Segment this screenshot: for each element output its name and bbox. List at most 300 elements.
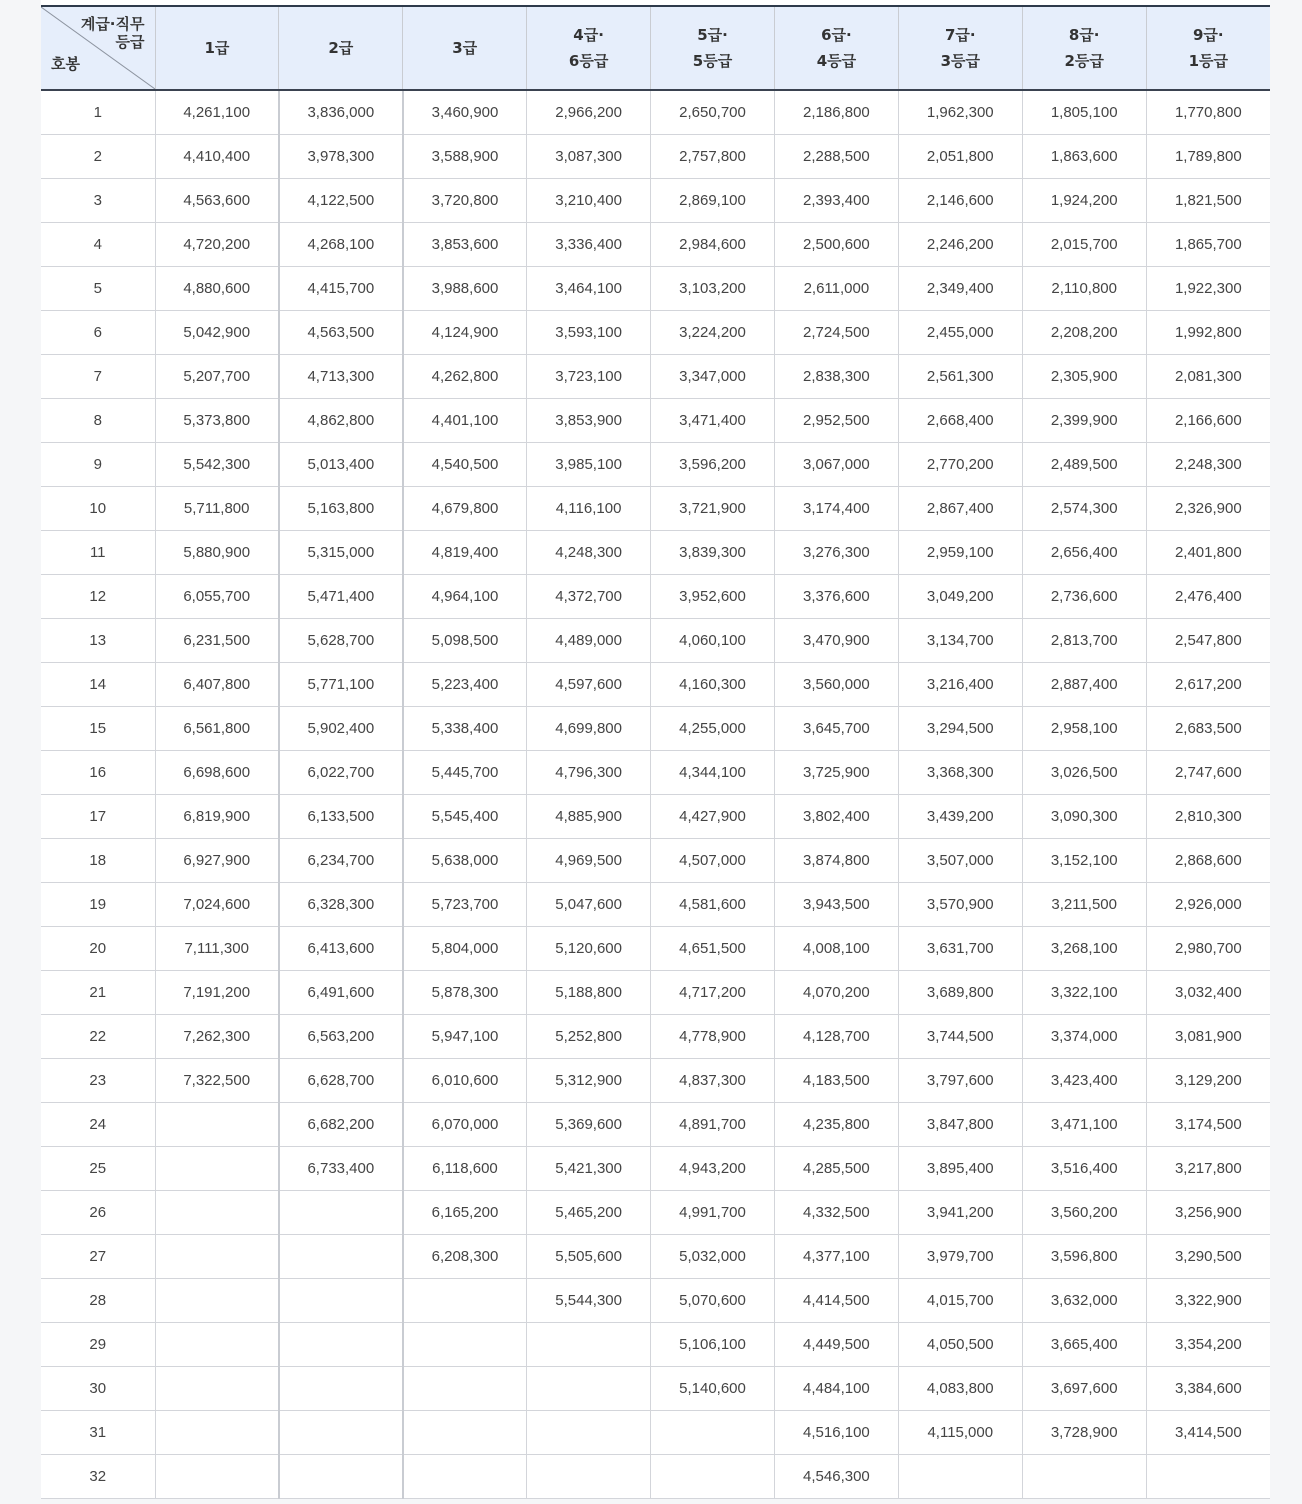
salary-cell: 6,118,600 [403,1147,527,1191]
salary-cell: 4,235,800 [774,1103,898,1147]
salary-cell: 2,186,800 [774,90,898,135]
salary-cell: 3,516,400 [1022,1147,1146,1191]
salary-cell: 3,631,700 [898,927,1022,971]
salary-cell: 3,174,400 [774,487,898,531]
salary-cell: 3,368,300 [898,751,1022,795]
table-row [41,1235,1270,1279]
step-cell: 13 [41,619,155,663]
table-row [41,927,1270,971]
salary-cell: 4,160,300 [651,663,775,707]
salary-cell: 4,008,100 [774,927,898,971]
salary-cell: 5,047,600 [527,883,651,927]
salary-cell: 2,051,800 [898,135,1022,179]
salary-cell: 4,885,900 [527,795,651,839]
salary-cell: 1,805,100 [1022,90,1146,135]
salary-cell: 4,410,400 [155,135,279,179]
salary-cell: 5,723,700 [403,883,527,927]
step-cell: 2 [41,135,155,179]
salary-cell: 2,952,500 [774,399,898,443]
salary-cell: 1,962,300 [898,90,1022,135]
table-row [41,839,1270,883]
salary-cell: 1,789,800 [1146,135,1270,179]
salary-cell: 3,067,000 [774,443,898,487]
salary-cell: 4,427,900 [651,795,775,839]
salary-cell: 5,315,000 [279,531,403,575]
salary-cell: 3,384,600 [1146,1367,1270,1411]
salary-cell: 6,407,800 [155,663,279,707]
salary-cell [1022,1455,1146,1499]
table-row [41,1455,1270,1499]
column-header-line1: 7급· [944,26,976,44]
salary-cell: 4,964,100 [403,575,527,619]
salary-cell: 2,399,900 [1022,399,1146,443]
salary-cell [155,1411,279,1455]
salary-cell [155,1191,279,1235]
salary-cell: 4,819,400 [403,531,527,575]
salary-cell: 4,377,100 [774,1235,898,1279]
salary-cell: 3,336,400 [527,223,651,267]
table-row [41,1147,1270,1191]
salary-cell: 1,770,800 [1146,90,1270,135]
salary-cell: 6,328,300 [279,883,403,927]
salary-cell: 4,713,300 [279,355,403,399]
salary-cell: 2,868,600 [1146,839,1270,883]
salary-cell: 3,290,500 [1146,1235,1270,1279]
salary-cell: 5,120,600 [527,927,651,971]
column-header-9 [1146,7,1270,90]
salary-cell: 2,574,300 [1022,487,1146,531]
salary-cell: 3,210,400 [527,179,651,223]
salary-cell [279,1279,403,1323]
corner-grade-line2: 등급 [115,33,145,51]
table-row [41,355,1270,399]
salary-cell: 5,804,000 [403,927,527,971]
salary-cell: 4,516,100 [774,1411,898,1455]
salary-cell: 2,208,200 [1022,311,1146,355]
salary-cell: 2,455,000 [898,311,1022,355]
salary-cell: 4,285,500 [774,1147,898,1191]
step-cell: 19 [41,883,155,927]
salary-cell: 5,223,400 [403,663,527,707]
step-cell: 28 [41,1279,155,1323]
table-row [41,267,1270,311]
salary-cell: 3,374,000 [1022,1015,1146,1059]
salary-cell: 3,174,500 [1146,1103,1270,1147]
step-cell: 20 [41,927,155,971]
salary-cell: 5,032,000 [651,1235,775,1279]
salary-cell: 2,166,600 [1146,399,1270,443]
salary-cell: 6,010,600 [403,1059,527,1103]
salary-cell: 3,645,700 [774,707,898,751]
salary-cell [155,1103,279,1147]
salary-cell [155,1323,279,1367]
salary-cell: 2,958,100 [1022,707,1146,751]
salary-cell: 3,423,400 [1022,1059,1146,1103]
salary-cell: 6,208,300 [403,1235,527,1279]
salary-cell: 6,698,600 [155,751,279,795]
salary-cell: 6,133,500 [279,795,403,839]
salary-cell: 2,081,300 [1146,355,1270,399]
column-header-2 [279,7,403,90]
salary-cell: 2,248,300 [1146,443,1270,487]
salary-cell: 2,770,200 [898,443,1022,487]
salary-cell: 3,470,900 [774,619,898,663]
salary-cell: 2,757,800 [651,135,775,179]
salary-cell [403,1411,527,1455]
salary-cell: 3,134,700 [898,619,1022,663]
corner-step-label: 호봉 [51,55,80,73]
step-cell: 15 [41,707,155,751]
salary-cell: 3,570,900 [898,883,1022,927]
salary-cell: 6,070,000 [403,1103,527,1147]
column-header-line2: 3등급 [940,52,980,70]
salary-cell: 4,991,700 [651,1191,775,1235]
salary-cell: 4,261,100 [155,90,279,135]
salary-cell: 5,369,600 [527,1103,651,1147]
salary-cell: 6,733,400 [279,1147,403,1191]
table-row [41,90,1270,135]
salary-cell: 5,771,100 [279,663,403,707]
salary-cell: 4,116,100 [527,487,651,531]
salary-cell: 3,276,300 [774,531,898,575]
salary-cell: 5,373,800 [155,399,279,443]
salary-cell: 6,165,200 [403,1191,527,1235]
salary-cell: 5,338,400 [403,707,527,751]
salary-cell [403,1367,527,1411]
salary-cell: 4,796,300 [527,751,651,795]
step-cell: 9 [41,443,155,487]
salary-cell: 4,546,300 [774,1455,898,1499]
salary-cell: 5,638,000 [403,839,527,883]
salary-cell: 3,216,400 [898,663,1022,707]
salary-cell: 6,819,900 [155,795,279,839]
salary-cell: 4,122,500 [279,179,403,223]
salary-cell: 3,988,600 [403,267,527,311]
salary-cell: 4,115,000 [898,1411,1022,1455]
salary-cell: 2,838,300 [774,355,898,399]
salary-cell: 2,288,500 [774,135,898,179]
salary-cell: 2,326,900 [1146,487,1270,531]
salary-cell: 5,902,400 [279,707,403,751]
salary-cell: 3,797,600 [898,1059,1022,1103]
salary-cell: 4,837,300 [651,1059,775,1103]
salary-cell: 3,978,300 [279,135,403,179]
salary-cell: 2,813,700 [1022,619,1146,663]
salary-cell: 3,032,400 [1146,971,1270,1015]
salary-cell: 3,256,900 [1146,1191,1270,1235]
salary-cell [403,1455,527,1499]
table-top-border [41,0,1270,7]
salary-cell: 4,183,500 [774,1059,898,1103]
header-row [41,7,1270,90]
salary-cell: 4,679,800 [403,487,527,531]
salary-cell: 2,476,400 [1146,575,1270,619]
salary-cell: 2,926,000 [1146,883,1270,927]
table-row [41,883,1270,927]
salary-cell [279,1367,403,1411]
step-cell: 29 [41,1323,155,1367]
salary-cell: 3,507,000 [898,839,1022,883]
salary-cell: 4,255,000 [651,707,775,751]
table-row [41,1059,1270,1103]
salary-cell: 2,246,200 [898,223,1022,267]
salary-cell: 4,717,200 [651,971,775,1015]
salary-cell: 3,103,200 [651,267,775,311]
salary-cell: 2,500,600 [774,223,898,267]
salary-cell: 3,460,900 [403,90,527,135]
salary-cell: 2,959,100 [898,531,1022,575]
salary-cell [651,1455,775,1499]
salary-cell [1146,1455,1270,1499]
salary-cell: 3,802,400 [774,795,898,839]
salary-cell: 4,699,800 [527,707,651,751]
table-row [41,1323,1270,1367]
salary-cell: 2,561,300 [898,355,1022,399]
salary-cell: 5,711,800 [155,487,279,531]
salary-cell: 3,376,600 [774,575,898,619]
salary-cell: 2,305,900 [1022,355,1146,399]
salary-cell: 3,294,500 [898,707,1022,751]
salary-cell: 4,778,900 [651,1015,775,1059]
step-cell: 31 [41,1411,155,1455]
corner-grade-line1: 계급·직무 [80,15,145,33]
salary-cell: 3,268,100 [1022,927,1146,971]
salary-cell: 3,895,400 [898,1147,1022,1191]
salary-cell: 5,505,600 [527,1235,651,1279]
salary-cell: 5,947,100 [403,1015,527,1059]
salary-cell: 5,013,400 [279,443,403,487]
step-cell: 8 [41,399,155,443]
step-cell: 16 [41,751,155,795]
salary-cell: 3,439,200 [898,795,1022,839]
salary-cell: 6,055,700 [155,575,279,619]
salary-cell: 3,347,000 [651,355,775,399]
salary-cell: 3,725,900 [774,751,898,795]
salary-cell: 5,545,400 [403,795,527,839]
column-header-line2: 2등급 [1064,52,1104,70]
salary-cell: 3,839,300 [651,531,775,575]
salary-cell: 4,489,000 [527,619,651,663]
salary-cell: 7,111,300 [155,927,279,971]
salary-cell: 5,880,900 [155,531,279,575]
salary-cell: 6,561,800 [155,707,279,751]
table-row [41,1367,1270,1411]
salary-cell: 3,471,100 [1022,1103,1146,1147]
column-header-line1: 8급· [1068,26,1100,44]
salary-cell [155,1235,279,1279]
table-row [41,1279,1270,1323]
salary-cell: 4,597,600 [527,663,651,707]
salary-cell: 2,980,700 [1146,927,1270,971]
salary-cell: 2,869,100 [651,179,775,223]
salary-cell [279,1411,403,1455]
table-row [41,443,1270,487]
salary-cell: 2,617,200 [1146,663,1270,707]
salary-cell: 5,140,600 [651,1367,775,1411]
step-cell: 27 [41,1235,155,1279]
salary-cell: 5,544,300 [527,1279,651,1323]
salary-cell: 2,349,400 [898,267,1022,311]
salary-cell: 3,853,900 [527,399,651,443]
salary-cell: 1,863,600 [1022,135,1146,179]
salary-cell: 3,414,500 [1146,1411,1270,1455]
salary-cell: 7,024,600 [155,883,279,927]
salary-cell: 4,262,800 [403,355,527,399]
salary-cell [527,1411,651,1455]
pay-table-container [41,0,1270,1499]
column-header-8 [1022,7,1146,90]
column-header-line1: 2급 [328,39,354,57]
salary-cell: 3,217,800 [1146,1147,1270,1191]
salary-cell: 4,651,500 [651,927,775,971]
salary-cell [279,1323,403,1367]
salary-cell: 1,922,300 [1146,267,1270,311]
salary-cell: 3,211,500 [1022,883,1146,927]
table-row [41,751,1270,795]
step-cell: 32 [41,1455,155,1499]
step-cell: 1 [41,90,155,135]
column-header-line1: 1급 [204,39,230,57]
salary-cell: 5,188,800 [527,971,651,1015]
column-header-line2: 4등급 [816,52,857,70]
salary-cell: 3,596,200 [651,443,775,487]
salary-cell: 4,507,000 [651,839,775,883]
column-header-7 [898,7,1022,90]
salary-cell: 3,847,800 [898,1103,1022,1147]
step-cell: 5 [41,267,155,311]
table-row [41,223,1270,267]
salary-cell: 3,697,600 [1022,1367,1146,1411]
salary-cell: 3,464,100 [527,267,651,311]
salary-cell: 3,665,400 [1022,1323,1146,1367]
salary-cell: 6,628,700 [279,1059,403,1103]
table-header [41,7,1270,90]
salary-cell: 4,060,100 [651,619,775,663]
salary-cell: 4,344,100 [651,751,775,795]
corner-grade-label [81,15,145,51]
column-header-line1: 6급· [821,26,852,44]
salary-cell: 3,728,900 [1022,1411,1146,1455]
salary-cell: 3,943,500 [774,883,898,927]
column-header-line2: 6등급 [568,52,609,70]
salary-cell: 3,049,200 [898,575,1022,619]
column-header-line2: 5등급 [692,52,733,70]
column-header-4 [527,7,651,90]
table-row [41,1191,1270,1235]
step-cell: 24 [41,1103,155,1147]
salary-cell: 2,867,400 [898,487,1022,531]
salary-cell: 3,632,000 [1022,1279,1146,1323]
salary-cell [279,1235,403,1279]
table-row [41,179,1270,223]
table-row [41,795,1270,839]
salary-cell: 5,252,800 [527,1015,651,1059]
salary-cell: 5,098,500 [403,619,527,663]
salary-cell: 3,081,900 [1146,1015,1270,1059]
table-row [41,971,1270,1015]
salary-cell: 3,720,800 [403,179,527,223]
salary-cell: 5,106,100 [651,1323,775,1367]
salary-cell: 1,924,200 [1022,179,1146,223]
salary-cell: 4,563,500 [279,311,403,355]
salary-cell: 4,540,500 [403,443,527,487]
salary-cell: 4,414,500 [774,1279,898,1323]
salary-cell: 3,593,100 [527,311,651,355]
salary-cell: 6,231,500 [155,619,279,663]
salary-cell: 3,322,100 [1022,971,1146,1015]
salary-cell: 2,393,400 [774,179,898,223]
salary-cell: 4,070,200 [774,971,898,1015]
salary-cell: 2,656,400 [1022,531,1146,575]
salary-cell: 4,083,800 [898,1367,1022,1411]
salary-cell: 2,401,800 [1146,531,1270,575]
salary-cell: 3,596,800 [1022,1235,1146,1279]
salary-cell: 5,465,200 [527,1191,651,1235]
salary-cell: 2,724,500 [774,311,898,355]
salary-cell: 2,547,800 [1146,619,1270,663]
table-row [41,663,1270,707]
step-cell: 4 [41,223,155,267]
table-row [41,1103,1270,1147]
salary-cell: 6,491,600 [279,971,403,1015]
salary-cell: 4,124,900 [403,311,527,355]
salary-cell: 7,191,200 [155,971,279,1015]
salary-cell: 4,401,100 [403,399,527,443]
column-header-6 [774,7,898,90]
salary-cell: 3,129,200 [1146,1059,1270,1103]
table-row [41,707,1270,751]
salary-cell: 7,262,300 [155,1015,279,1059]
salary-cell: 6,927,900 [155,839,279,883]
salary-cell: 2,668,400 [898,399,1022,443]
salary-cell: 2,611,000 [774,267,898,311]
salary-cell: 4,128,700 [774,1015,898,1059]
salary-cell: 1,865,700 [1146,223,1270,267]
salary-cell: 5,070,600 [651,1279,775,1323]
salary-cell: 4,015,700 [898,1279,1022,1323]
salary-cell: 3,721,900 [651,487,775,531]
salary-cell: 3,979,700 [898,1235,1022,1279]
salary-cell: 6,234,700 [279,839,403,883]
salary-cell: 5,878,300 [403,971,527,1015]
salary-cell: 5,312,900 [527,1059,651,1103]
salary-cell: 2,683,500 [1146,707,1270,751]
salary-cell: 3,354,200 [1146,1323,1270,1367]
step-cell: 7 [41,355,155,399]
salary-cell [155,1455,279,1499]
salary-step-table [41,7,1270,1499]
salary-cell: 3,874,800 [774,839,898,883]
salary-cell: 4,581,600 [651,883,775,927]
column-header-line1: 5급· [697,26,728,44]
step-cell: 10 [41,487,155,531]
column-header-1 [155,7,279,90]
salary-cell: 6,022,700 [279,751,403,795]
salary-cell [527,1367,651,1411]
table-row [41,619,1270,663]
salary-cell: 3,853,600 [403,223,527,267]
salary-cell: 2,146,600 [898,179,1022,223]
table-row [41,487,1270,531]
salary-cell [403,1323,527,1367]
salary-cell: 3,744,500 [898,1015,1022,1059]
salary-cell: 5,042,900 [155,311,279,355]
salary-cell: 6,563,200 [279,1015,403,1059]
salary-cell: 5,421,300 [527,1147,651,1191]
salary-cell: 4,563,600 [155,179,279,223]
salary-cell: 4,969,500 [527,839,651,883]
salary-cell: 4,880,600 [155,267,279,311]
